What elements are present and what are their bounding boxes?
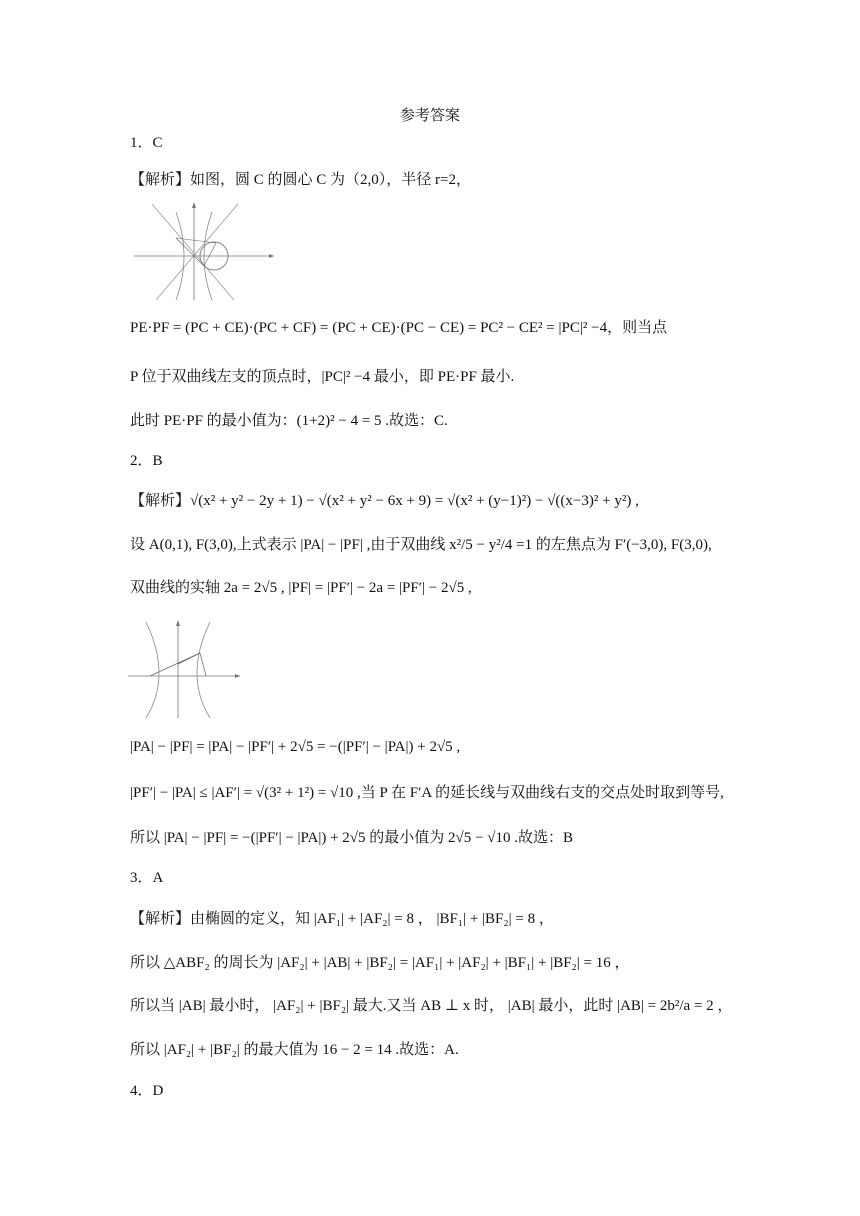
answer-1-line-2: PE·PF = (PC + CE)·(PC + CF) = (PC + CE)·(PC − CE) = PC² − CE² = |PC|² −4，则当点 — [130, 320, 668, 336]
answer-3-line-3: 所以当 |AB| 最小时， |AF₂| + |BF₂| 最大.又当 AB ⊥ x 时， |AB| 最小，此时 |AB| = 2b²/a = 2 ， — [130, 998, 733, 1014]
answer-1-line-1: 【解析】如图，圆 C 的圆心 C 为（2,0），半径 r=2， — [130, 172, 471, 188]
answer-2-line-1: 【解析】√(x² + y² − 2y + 1) − √(x² + y² − 6x + 9) = √(x² + (y−1)²) − √((x−3)² + y²) , — [130, 493, 639, 509]
answer-2-line-3: 双曲线的实轴 2a = 2√5 , |PF| = |PF′| − 2a = |PF′| − 2√5 , — [130, 580, 472, 596]
answer-2-line-5: |PF′| − |PA| ≤ |AF′| = √(3² + 1²) = √10 ,当 P 在 F′A 的延长线与双曲线右支的交点处时取到等号, — [130, 785, 724, 801]
page-title: 参考答案 — [399, 108, 460, 124]
answer-2-line-2: 设 A(0,1), F(3,0),上式表示 |PA| − |PF| ,由于双曲线 x²/5 − y²/4 =1 的左焦点为 F′(−3,0), F(3,0), — [130, 537, 712, 553]
answer-1-line-3: P 位于双曲线左支的顶点时，|PC|² −4 最小，即 PE·PF 最小. — [130, 369, 515, 385]
answer-4-number: 4．D — [130, 1083, 164, 1099]
answer-1-number: 1．C — [130, 135, 163, 151]
answer-2-line-6: 所以 |PA| − |PF| = −(|PF′| − |PA|) + 2√5 的最小值为 2√5 − √10 .故选：B — [130, 830, 573, 846]
answer-2-number: 2．B — [130, 453, 163, 469]
figure-1-circle-hyperbola — [134, 200, 276, 300]
figure-2-hyperbola — [128, 620, 242, 718]
answer-1-line-4: 此时 PE·PF 的最小值为：(1+2)² − 4 = 5 .故选：C. — [130, 413, 448, 429]
answer-2-line-4: |PA| − |PF| = |PA| − |PF′| + 2√5 = −(|PF′| − |PA|) + 2√5 , — [130, 739, 461, 755]
answer-3-line-1: 【解析】由椭圆的定义，知 |AF₁| + |AF₂| = 8 ， |BF₁| + |BF₂| = 8 ， — [130, 911, 554, 927]
answer-3-line-2: 所以 △ABF₂ 的周长为 |AF₂| + |AB| + |BF₂| = |AF₁| + |AF₂| + |BF₁| + |BF₂| = 16 ， — [130, 955, 630, 971]
answer-3-number: 3．A — [130, 870, 164, 886]
answer-3-line-4: 所以 |AF₂| + |BF₂| 的最大值为 16 − 2 = 14 .故选：A. — [130, 1042, 459, 1058]
